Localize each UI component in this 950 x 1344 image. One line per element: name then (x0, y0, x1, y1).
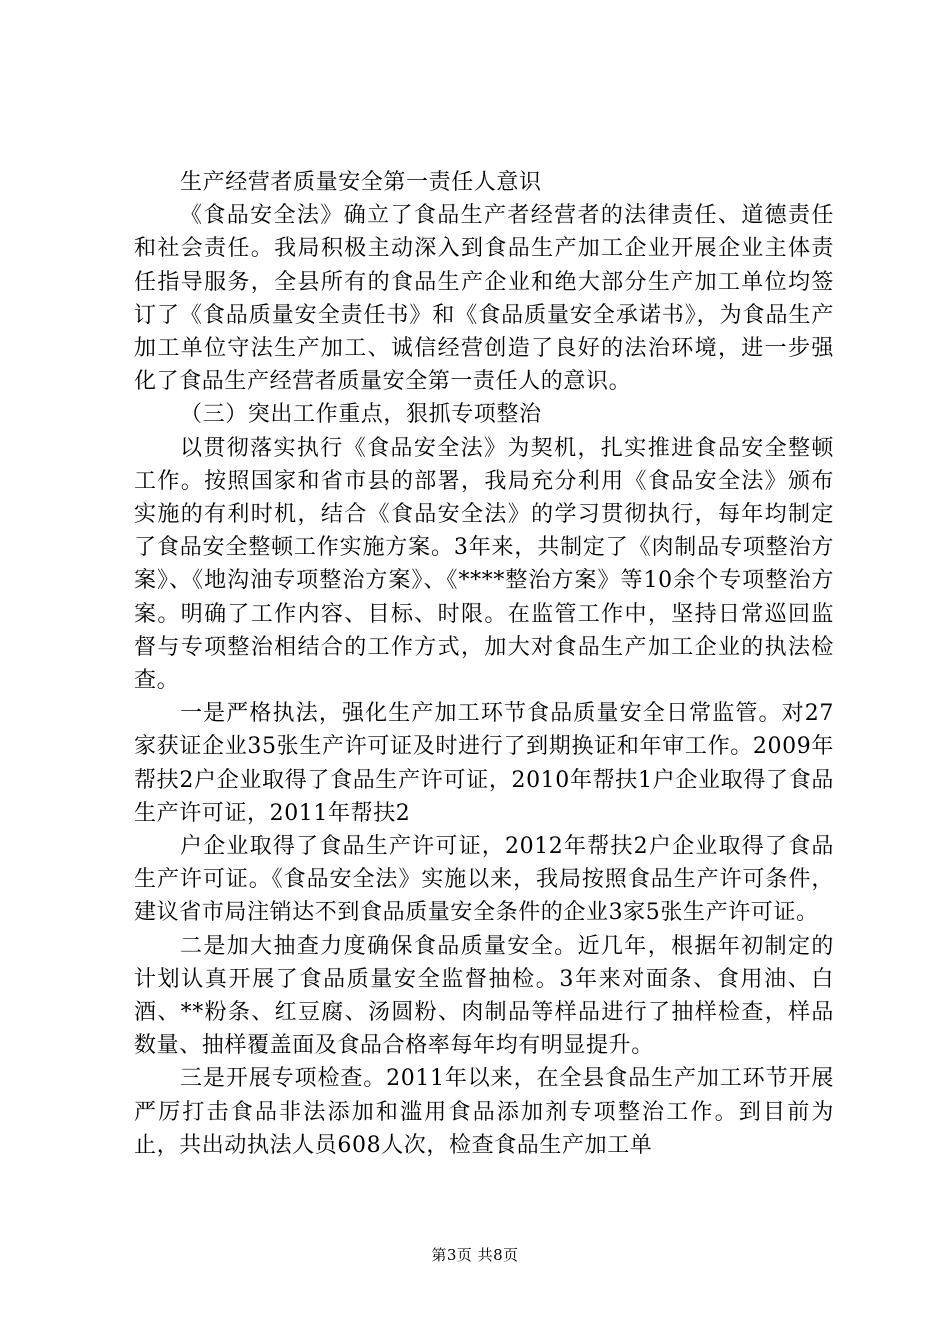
paragraph-special-inspection: 三是开展专项检查。2011年以来，在全县食品生产加工环节开展严厉打击食品非法添加和滥用食品添加剂专项整治工作。到目前为止，共出动执法人员608人次，检查食品生产加工单 (134, 1066, 834, 1158)
paragraph-license-assistance: 户企业取得了食品生产许可证，2012年帮扶2户企业取得了食品生产许可证。《食品安全法》实施以来，我局按照食品生产许可条件，建议省市局注销达不到食品质量安全条件的企业3家5张生产许可证。 (134, 834, 834, 926)
section-heading-special-rectification: （三）突出工作重点，狠抓专项整治 (180, 402, 542, 428)
paragraph-sampling-inspection: 二是加大抽查力度确保食品质量安全。近几年，根据年初制定的计划认真开展了食品质量安全监督抽检。3年来对面条、食用油、白酒、**粉条、红豆腐、汤圆粉、肉制品等样品进行了抽样检查，样品数量、抽样覆盖面及食品合格率每年均有明显提升。 (134, 933, 834, 1059)
document-body (134, 166, 834, 1162)
paragraph-food-safety-law: 《食品安全法》确立了食品生产者经营者的法律责任、道德责任和社会责任。我局积极主动深入到食品生产加工企业开展企业主体责任指导服务，全县所有的食品生产企业和绝大部分生产加工单位均签订了《食品质量安全责任书》和《食品质量安全承诺书》，为食品生产加工单位守法生产加工、诚信经营创造了良好的法治环境，进一步强化了食品生产经营者质量安全第一责任人的意识。 (134, 203, 834, 395)
paragraph-rectification-plans: 以贯彻落实执行《食品安全法》为契机，扎实推进食品安全整顿工作。按照国家和省市县的部署，我局充分利用《食品安全法》颁布实施的有利时机，结合《食品安全法》的学习贯彻执行，每年均制定了食品安全整顿工作实施方案。3年来，共制定了《肉制品专项整治方案》、《地沟油专项整治方案》、《****整治方案》等10余个专项整治方案。明确了工作内容、目标、时限。在监管工作中，坚持日常巡回监督与专项整治相结合的工作方式，加大对食品生产加工企业的执法检查。 (134, 435, 834, 694)
page-number-footer: 第3页 共8页 (431, 1246, 519, 1264)
paragraph-responsibility-heading: 生产经营者质量安全第一责任人意识 (180, 170, 542, 195)
paragraph-strict-enforcement: 一是严格执法，强化生产加工环节食品质量安全日常监管。对27家获证企业35张生产许可证及时进行了到期换证和年审工作。2009年帮扶2户企业取得了食品生产许可证，2010年帮扶1户企业取得了食品生产许可证，2011年帮扶2 (134, 701, 834, 826)
